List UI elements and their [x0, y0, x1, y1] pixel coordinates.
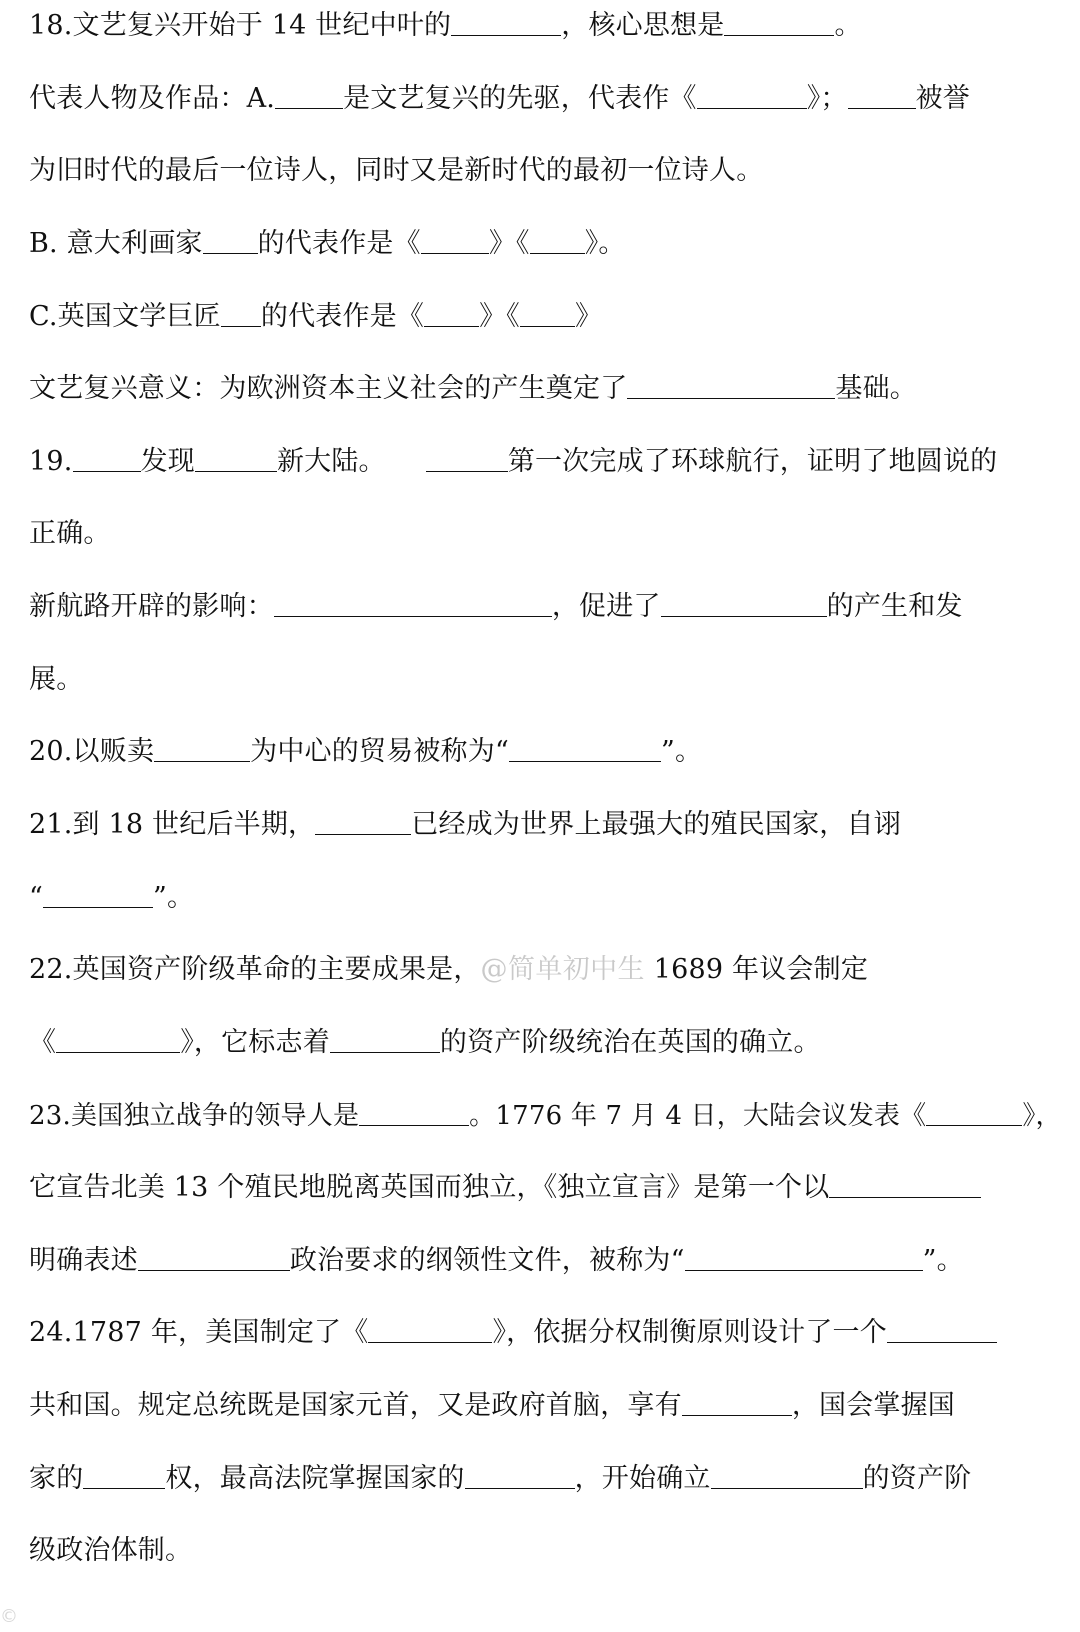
text-segment: 22.英国资产阶级革命的主要成果是，	[29, 954, 481, 985]
question-18-line-1	[29, 3, 1062, 49]
text-segment: 》，依据分权制衡原则设计了一个	[492, 1317, 887, 1348]
answer-blank[interactable]	[627, 368, 835, 399]
question-19-line-2	[29, 511, 1062, 557]
question-19-line-1	[29, 439, 1062, 485]
text-segment: 被誉	[915, 83, 971, 114]
text-segment: ，核心思想是	[561, 10, 725, 41]
text-segment: 的代表作是《	[260, 301, 425, 332]
answer-blank[interactable]	[368, 1312, 492, 1343]
text-segment: 正确。	[29, 518, 111, 549]
answer-blank[interactable]	[509, 731, 661, 762]
question-23-line-3	[29, 1238, 1062, 1284]
question-24-line-4	[29, 1528, 1062, 1574]
question-23-line-2	[29, 1165, 1062, 1211]
answer-blank[interactable]	[887, 1312, 997, 1343]
text-segment: 》。	[584, 228, 626, 259]
text-segment: 新大陆。	[276, 446, 386, 477]
question-24-line-3	[29, 1456, 1062, 1502]
answer-blank[interactable]	[154, 731, 250, 762]
answer-blank[interactable]	[682, 1385, 792, 1416]
text-segment: 权，最高法院掌握国家的	[165, 1463, 465, 1494]
answer-blank[interactable]	[203, 223, 258, 254]
question-18-line-2	[29, 76, 1062, 122]
text-segment: C.英国文学巨匠	[29, 301, 221, 332]
answer-blank[interactable]	[195, 441, 277, 472]
text-segment: 》	[575, 301, 603, 332]
text-segment: ，国会掌握国	[791, 1390, 956, 1421]
answer-blank[interactable]	[359, 1095, 469, 1126]
question-19-line-4	[29, 657, 1062, 703]
answer-blank[interactable]	[424, 296, 479, 327]
text-segment: 的资产阶	[862, 1463, 972, 1494]
question-18-line-3	[29, 148, 1062, 194]
answer-blank[interactable]	[711, 1458, 863, 1489]
watermark-text: @简单初中生	[480, 954, 645, 985]
question-22-line-2	[29, 1020, 1062, 1066]
text-segment: 20.以贩卖	[29, 736, 155, 767]
answer-blank[interactable]	[138, 1240, 290, 1271]
text-segment: 18.文艺复兴开始于 14 世纪中叶的	[29, 10, 452, 41]
answer-blank[interactable]	[73, 441, 141, 472]
answer-blank[interactable]	[530, 223, 585, 254]
text-segment: 》，它标志着	[180, 1027, 330, 1058]
text-segment: 1689 年议会制定	[644, 954, 869, 985]
answer-blank[interactable]	[43, 877, 153, 908]
question-19-line-3	[29, 584, 1062, 630]
question-24-line-2	[29, 1383, 1062, 1429]
question-18-line-5	[29, 294, 1062, 340]
answer-blank[interactable]	[685, 1240, 923, 1271]
answer-blank[interactable]	[520, 296, 575, 327]
question-22-line-1	[29, 947, 1062, 993]
text-segment: 是文艺复兴的先驱，代表作《	[343, 83, 697, 114]
answer-blank[interactable]	[426, 441, 508, 472]
answer-blank[interactable]	[275, 78, 343, 109]
answer-blank[interactable]	[83, 1458, 165, 1489]
text-segment: 24.1787 年，美国制定了《	[29, 1317, 369, 1348]
answer-blank[interactable]	[330, 1022, 440, 1053]
text-segment: 》，	[1022, 1101, 1062, 1131]
answer-blank[interactable]	[926, 1095, 1022, 1126]
answer-blank[interactable]	[221, 296, 261, 327]
text-segment: 的资产阶级统治在英国的确立。	[439, 1027, 821, 1058]
answer-blank[interactable]	[661, 586, 827, 617]
text-segment: 基础。	[835, 373, 918, 404]
text-segment: 第一次完成了环球航行，证明了地圆说的	[507, 446, 998, 477]
text-segment: 《	[29, 1027, 57, 1058]
text-segment: 已经成为世界上最强大的殖民国家，自诩	[411, 809, 901, 840]
answer-blank[interactable]	[465, 1458, 575, 1489]
answer-blank[interactable]	[829, 1167, 981, 1198]
answer-blank[interactable]	[315, 804, 411, 835]
text-segment: 为中心的贸易被称为“	[250, 736, 509, 767]
text-segment: ”。	[660, 736, 703, 767]
answer-blank[interactable]	[274, 586, 552, 617]
answer-blank[interactable]	[848, 78, 916, 109]
text-segment: 》《	[479, 301, 520, 332]
text-segment: “	[29, 882, 44, 913]
text-segment: 共和国。规定总统既是国家元首，又是政府首脑，享有	[29, 1390, 682, 1421]
text-segment: 家的	[29, 1463, 84, 1494]
text-segment: 为旧时代的最后一位诗人，同时又是新时代的最初一位诗人。	[29, 155, 764, 186]
answer-blank[interactable]	[697, 78, 807, 109]
text-segment: 展。	[29, 664, 84, 695]
text-segment: ”。	[153, 882, 195, 913]
answer-blank[interactable]	[451, 5, 561, 36]
text-segment: 新航路开辟的影响：	[29, 591, 274, 622]
text-segment: ，促进了	[551, 591, 661, 622]
text-segment: 》；	[806, 83, 848, 114]
text-segment: 文艺复兴意义：为欧洲资本主义社会的产生奠定了	[29, 373, 628, 404]
text-segment: 代表人物及作品：A.	[29, 83, 276, 114]
text-segment: 23.美国独立战争的领导人是	[29, 1101, 360, 1131]
text-segment: ”。	[922, 1245, 964, 1276]
text-segment: 》《	[488, 228, 530, 259]
text-segment: 级政治体制。	[29, 1535, 193, 1566]
answer-blank[interactable]	[56, 1022, 180, 1053]
corner-watermark-icon: ©	[0, 1606, 18, 1627]
text-segment: 政治要求的纲领性文件，被称为“	[289, 1245, 685, 1276]
text-segment: 。	[834, 10, 862, 41]
text-segment: 19.	[29, 446, 73, 477]
text-segment: 明确表述	[29, 1245, 138, 1276]
question-18-line-6	[29, 366, 1062, 412]
question-23-line-1	[29, 1093, 1062, 1139]
text-segment: 21.到 18 世纪后半期，	[29, 809, 316, 840]
question-21-line-1	[29, 802, 1062, 848]
text-segment: ，开始确立	[574, 1463, 711, 1494]
text-segment: 它宣告北美 13 个殖民地脱离英国而独立，《独立宣言》是第一个以	[29, 1172, 830, 1203]
question-20-line-1	[29, 729, 1062, 775]
answer-blank[interactable]	[421, 223, 489, 254]
text-segment: 发现	[140, 446, 195, 477]
question-21-line-2	[29, 875, 1062, 921]
question-24-line-1	[29, 1310, 1062, 1356]
question-18-line-4	[29, 221, 1062, 267]
text-segment: 。1776 年 7 月 4 日，大陆会议发表《	[469, 1101, 927, 1131]
text-segment: 的代表作是《	[257, 228, 421, 259]
text-segment: 的产生和发	[826, 591, 963, 622]
text-segment: B. 意大利画家	[29, 228, 203, 259]
answer-blank[interactable]	[724, 5, 834, 36]
